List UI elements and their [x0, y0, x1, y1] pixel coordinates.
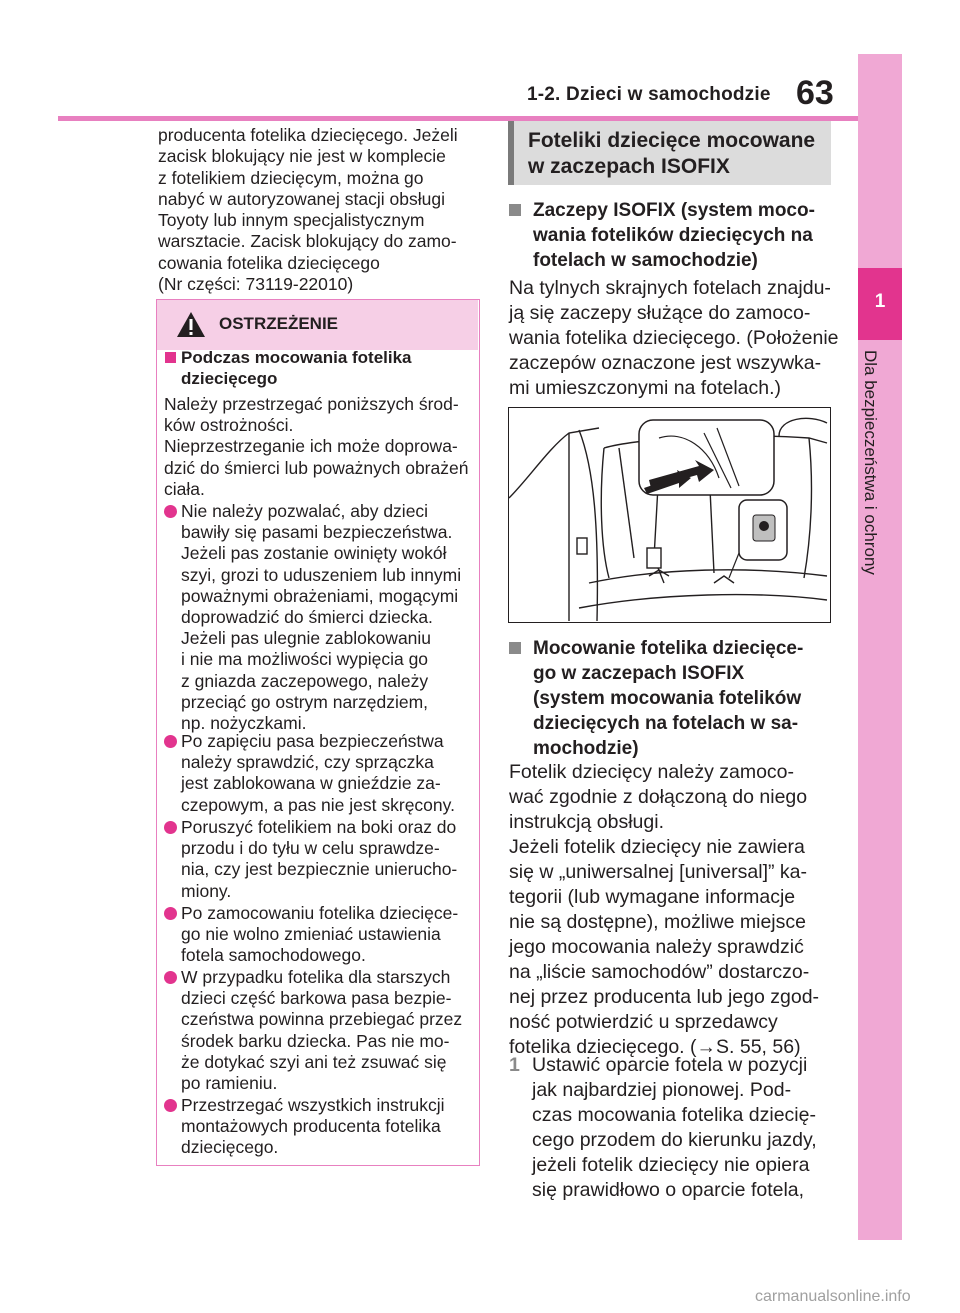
text-line: nie są dostępne), możliwe miejsce — [509, 911, 806, 933]
text-line: dziecięcych na fotelach w sa- — [533, 713, 799, 734]
text-line: np. nożyczkami. — [181, 713, 307, 734]
text-line: wać zgodnie z dołączoną do niego — [509, 786, 808, 808]
bullet-dot-icon — [164, 1099, 177, 1112]
text-line: Jeżeli fotelik dziecięcy nie zawiera — [509, 836, 805, 858]
bullet-dot-icon — [164, 971, 177, 984]
text-line: ją się zaczepy służące do zamoco- — [509, 302, 811, 324]
text-line: się prawidłowo o oparcie fotela, — [532, 1179, 805, 1201]
text-line: miony. — [181, 880, 232, 901]
text-line: szyi, grozi to uduszeniem lub innymi — [181, 564, 462, 585]
text-line: ciała. — [164, 478, 205, 499]
bullet-dot-icon — [164, 821, 177, 834]
section-title-box — [508, 121, 831, 185]
warning-triangle-icon — [176, 311, 206, 338]
section-label: 1-2. Dzieci w samochodzie — [527, 84, 771, 105]
text-line: Jeżeli pas ulegnie zablokowaniu — [181, 628, 432, 649]
isofix-seat-illustration — [508, 407, 831, 623]
text-line: po ramieniu. — [181, 1073, 278, 1094]
text-line: z gniazda zaczepowego, należy — [181, 670, 429, 691]
paragraph-mounting — [509, 760, 819, 1060]
text-line: Na tylnych skrajnych fotelach znajdu- — [509, 277, 831, 299]
chapter-title: Dla bezpieczeństwa i ochrony — [861, 350, 880, 575]
text-line: go nie wolno zmieniać ustawienia — [181, 924, 441, 945]
text-line: Po zamocowaniu fotelika dziecięce- — [181, 903, 459, 923]
intro-paragraph — [158, 125, 478, 295]
text-line: Nieprzestrzeganie ich może doprowa- — [164, 436, 458, 457]
text-line: doprowadzić do śmierci dziecka. — [181, 607, 433, 628]
text-line: nej przez producenta lub jego zgod- — [509, 986, 820, 1008]
text-line: Jeżeli pas zostanie owinięty wokół — [181, 543, 447, 564]
text-line: należy sprawdzić, czy sprzączka — [181, 752, 434, 773]
text-line: Fotelik dziecięcy należy zamoco- — [509, 761, 795, 783]
text-line: ków ostrożności. — [164, 415, 294, 436]
text-line: nia, czy jest bezpiecznie unierucho- — [181, 859, 458, 880]
text-line: poważnymi obrażeniami, mogącymi — [181, 585, 459, 606]
text-line: czepowym, a pas nie jest skręcony. — [181, 794, 455, 815]
text-line: z fotelikiem dziecięcym, można go — [158, 167, 424, 188]
text-line: zaczepów oznaczone jest wszywka- — [509, 352, 822, 374]
text-line: jest zablokowana w gnieździe za- — [181, 773, 441, 794]
text-line: cego przodem do kierunku jazdy, — [532, 1129, 817, 1151]
bullet-dot-icon — [164, 907, 177, 920]
step-text — [532, 1053, 817, 1203]
text-line: się w „uniwersalnej [universal]” ka- — [509, 861, 808, 883]
text-line: zacisk blokujący nie jest w komplecie — [158, 146, 446, 167]
text-line: dziecięcego — [181, 369, 278, 388]
text-line: fotela samochodowego. — [181, 945, 366, 966]
subheading-isofix-mounting — [509, 636, 803, 761]
square-bullet-icon — [509, 642, 521, 654]
text-line: cowania fotelika dziecięcego — [158, 252, 380, 273]
text-line: że dotykać szyi ani też zsuwać się — [181, 1051, 447, 1072]
text-line: producenta fotelika dziecięcego. Jeżeli — [158, 125, 458, 145]
square-bullet-icon — [165, 352, 176, 363]
text-line: W przypadku fotelika dla starszych — [181, 967, 451, 987]
text-line: (Nr części: 73119-22010) — [158, 274, 354, 295]
text-line: jego mocowania należy sprawdzić — [509, 936, 804, 958]
watermark: carmanualsonline.info — [755, 1288, 911, 1305]
warning-header — [157, 300, 478, 350]
text-line: Mocowanie fotelika dziecięce- — [533, 638, 804, 659]
text-line: Ustawić oparcie fotela w pozycji — [532, 1054, 808, 1076]
subheading-isofix-anchors — [509, 198, 815, 273]
text-line: montażowych producenta fotelika — [181, 1116, 441, 1137]
text-line: czas mocowania fotelika dziecię- — [532, 1104, 816, 1126]
text-line: Należy przestrzegać poniższych środ- — [164, 394, 459, 414]
chapter-number: 1 — [874, 291, 886, 312]
text-line: i nie ma możliwości wypięcia go — [181, 649, 429, 670]
text-line: Po zapięciu pasa bezpieczeństwa — [181, 731, 444, 751]
text-line: mochodzie) — [533, 738, 639, 759]
text-line: Foteliki dziecięce mocowane — [528, 129, 816, 152]
text-line: dzić do śmierci lub poważnych obrażeń — [164, 457, 469, 478]
text-line: jeżeli fotelik dziecięcy nie opiera — [532, 1154, 810, 1176]
text-line: Podczas mocowania fotelika — [181, 348, 412, 367]
text-line: dziecięcego. — [181, 1137, 279, 1158]
text-line: wania fotelików dziecięcych na — [533, 225, 813, 246]
text-line: warsztacie. Zacisk blokujący do zamo- — [158, 231, 457, 252]
section-title — [528, 128, 815, 180]
bullet-dot-icon — [164, 505, 177, 518]
text-line: w zaczepach ISOFIX — [528, 155, 730, 178]
page-number: 63 — [796, 74, 834, 112]
text-line: jak najbardziej pionowej. Pod- — [532, 1079, 792, 1101]
bullet-dot-icon — [164, 735, 177, 748]
text-line: czeństwa powinna przebiegać przez — [181, 1009, 463, 1030]
text-line: tegorii (lub wymagane informacje — [509, 886, 796, 908]
text-line: bawiły się pasami bezpieczeństwa. — [181, 522, 453, 543]
text-line: Zaczepy ISOFIX (system moco- — [533, 200, 815, 221]
text-line: na „liście samochodów” dostarczo- — [509, 961, 810, 983]
warning-title: OSTRZEŻENIE — [219, 314, 339, 333]
rear-seat-drawing — [509, 408, 829, 621]
text-line: Nie należy pozwalać, aby dzieci — [181, 501, 429, 521]
text-line: ność potwierdzić u sprzedawcy — [509, 1011, 778, 1033]
warning-box — [156, 299, 480, 1166]
step-number: 1 — [509, 1054, 520, 1076]
text-line: instrukcją obsługi. — [509, 811, 664, 833]
text-line: przodu i do tyłu w celu sprawdze- — [181, 838, 440, 859]
paragraph-anchors — [509, 276, 839, 401]
text-line: Poruszyć fotelikiem na boki oraz do — [181, 817, 457, 837]
square-bullet-icon — [509, 204, 521, 216]
text-line: go w zaczepach ISOFIX — [533, 663, 745, 684]
text-line: dzieci część barkowa pasa bezpie- — [181, 988, 452, 1009]
text-line: mi umieszczonymi na fotelach.) — [509, 377, 782, 399]
text-line: (system mocowania fotelików — [533, 688, 802, 709]
text-line: Przestrzegać wszystkich instrukcji — [181, 1095, 445, 1115]
text-line: Toyoty lub innym specjalistycznym — [158, 210, 425, 231]
text-line: wania fotelika dziecięcego. (Położenie — [509, 327, 839, 349]
chapter-sidebar — [858, 54, 902, 1240]
text-line: środek barku dziecka. Pas nie mo- — [181, 1030, 450, 1051]
text-line: przeciąć go ostrym narzędziem, — [181, 691, 429, 712]
warning-intro — [164, 394, 485, 500]
text-line: nabyć w autoryzowanej stacji obsługi — [158, 188, 445, 209]
page-reference-link[interactable]: fotelika dziecięcego. (→S. 55, 56) — [509, 1036, 801, 1058]
text-line: fotelach w samochodzie) — [533, 250, 758, 271]
